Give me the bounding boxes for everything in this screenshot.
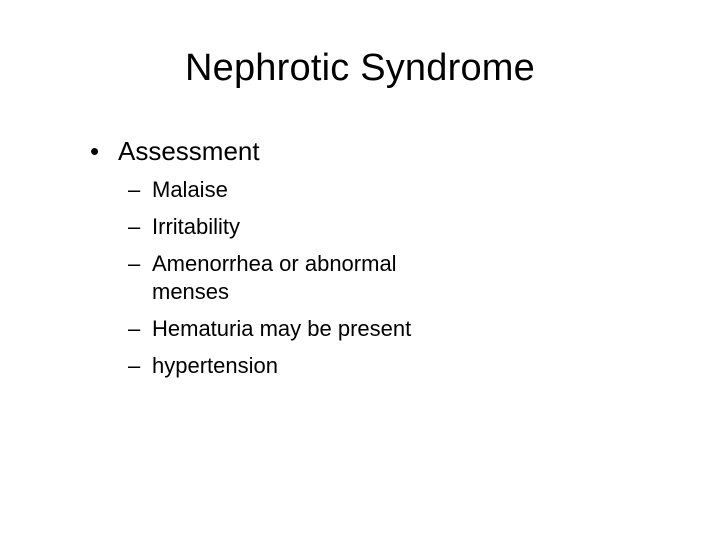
dash-icon: – [128, 251, 141, 276]
bullet-icon: • [90, 136, 100, 166]
dash-icon: – [128, 214, 141, 239]
sub-bullet-text: Hematuria may be present [152, 316, 412, 341]
slide-content [90, 132, 650, 389]
dash-icon: – [128, 177, 141, 202]
sub-bullet-text: Amenorrhea or abnormal menses [152, 251, 397, 304]
sub-bullet-item [128, 250, 650, 306]
bullet-text: Assessment [118, 136, 260, 166]
sub-bullet-text: Malaise [152, 177, 228, 202]
sub-bullet-item [128, 176, 650, 204]
sub-bullet-text: Irritability [152, 214, 241, 239]
sub-bullet-list [90, 176, 650, 380]
slide-title: Nephrotic Syndrome [185, 47, 535, 89]
sub-bullet-item [128, 352, 650, 380]
sub-bullet-item [128, 315, 650, 343]
dash-icon: – [128, 316, 141, 341]
dash-icon: – [128, 353, 141, 378]
bullet-assessment [90, 132, 650, 170]
sub-bullet-item [128, 213, 650, 241]
sub-bullet-text: hypertension [152, 353, 278, 378]
